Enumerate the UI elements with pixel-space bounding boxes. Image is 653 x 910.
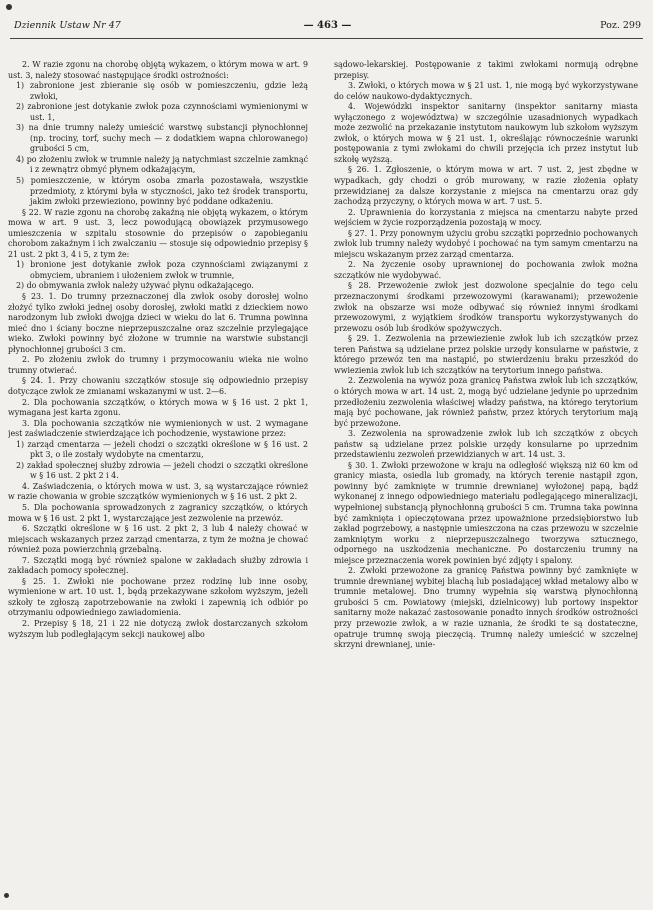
ink-spot (6, 4, 12, 10)
list-item: 2) zakład społecznej służby zdrowia — jeżeli chodzi o szczątki określone w § 16 ust. 2 pkt 2 i 4. (16, 460, 308, 481)
paragraph: 5. Dla pochowania sprowadzonych z zagranicy szczątków, o których mowa w § 16 ust. 2 pkt 1, wystarczające jest zezwolenie na przewóz. (8, 502, 308, 523)
paragraph: § 22. W razie zgonu na chorobę zakaźną nie objętą wykazem, o którym mowa w art. 9 ust. 3, lecz powodującą obowiązek przymusowego umieszczenia w szpitalu stosownie do przepisów o zapobieganiu chorobom zakaźnym i ich zwalczaniu — stosuje się odpowiednio przepisy § 21 ust. 2 pkt 3, 4 i 5, z tym że: (8, 207, 308, 259)
paragraph: 6. Szczątki określone w § 16 ust. 2 pkt 2, 3 lub 4 należy chować w miejscach wskazanych przez zarząd cmentarza, z tym że można je chować również poza powierzchnią grzebalną. (8, 524, 308, 555)
paragraph: § 29. 1. Zezwolenia na przewiezienie zwłok lub ich szczątków przez teren Państwa są udzielane przez polskie urzędy konsularne w państwie, z którego przewóz ten ma nastąpić, po stwierdzeniu braku przeszkód do wwiezienia zwłok lub ich szczątków na terytorium innego państwa. (334, 334, 638, 375)
paragraph: 7. Szczątki mogą być również spalone w zakładach służby zdrowia i zakładach pomocy społecznej. (8, 555, 308, 576)
journal-title: Dziennik Ustaw Nr 47 (14, 20, 121, 31)
position-number: Poz. 299 (600, 20, 641, 31)
paragraph: § 26. 1. Zgłoszenie, o którym mowa w art. 7 ust. 2, jest zbędne w wypadkach, gdy chodzi o grób murowany, w razie złożenia opłaty przewidzianej za dalsze korzystanie z miejsca na cmentarzu oraz gdy zachodzą przyczyny, o których mowa w art. 7 ust. 5. (334, 165, 638, 207)
paragraph: 2. Na życzenie osoby uprawnionej do pochowania zwłok można szczątków nie wydobywać. (334, 260, 638, 280)
paragraph: 4. Wojewódzki inspektor sanitarny (inspektor sanitarny miasta wyłączonego z województwa) w szczególnie uzasadnionych wypadkach może zezwolić na przekazanie instytutom naukowym lub szkołom wyższym zwłok, o których mowa w § 21 ust. 1, określając równocześnie warunki postępowania z tymi zwłokami do chwili przejęcia ich przez instytut lub szkołę wyższą. (334, 102, 638, 164)
paragraph: 4. Zaświadczenia, o których mowa w ust. 3, są wystarczające również w razie chowania w grobie szczątków wymienionych w § 16 ust. 2 pkt 2. (8, 481, 308, 502)
paragraph: 2. Po złożeniu zwłok do trumny i przymocowaniu wieka nie wolno trumny otwierać. (8, 355, 308, 375)
header-rule (10, 38, 643, 39)
paragraph: 3. Dla pochowania szczątków nie wymienionych w ust. 2 wymagane jest zaświadczenie stwierdzające ich pochodzenie, wystawione przez: (8, 418, 308, 439)
paragraph: § 28. Przewożenie zwłok jest dozwolone specjalnie do tego celu przeznaczonymi środkami przewozowymi (karawanami); przewożenie zwłok na obszarze wsi może odbywać się również innymi środkami przewozowymi, z wyjątkiem środków transportu wykorzystywanych do przewozu osób lub środków spożywczych. (334, 281, 638, 333)
paragraph: 3. Zwłoki, o których mowa w § 21 ust. 1, nie mogą być wykorzystywane do celów naukowo-dydaktycznych. (334, 81, 638, 101)
page-number: — 463 — (303, 20, 352, 31)
list-item: 3) na dnie trumny należy umieścić warstwę substancji płynochłonnej (np. trociny, torf, suchy mech — z dodatkiem wapna chlorowanego) grubości 5 cm, (16, 123, 308, 154)
list-item: 1) zabronione jest zbieranie się osób w pomieszczeniu, gdzie leżą zwłoki, (16, 81, 308, 101)
list-item: 2) zabronione jest dotykanie zwłok poza czynnościami wymienionymi w ust. 1, (16, 102, 308, 122)
paragraph: § 27. 1. Przy ponownym użyciu grobu szczątki poprzednio pochowanych zwłok lub trumny należy wydobyć i pochować na tym samym cmentarzu na miejscu wskazanym przez zarząd cmentarza. (334, 228, 638, 259)
right-column (334, 60, 638, 900)
list-item: 1) bronione jest dotykanie zwłok poza czynnościami związanymi z obmyciem, ubraniem i ułożeniem zwłok w trumnie, (16, 260, 308, 280)
paragraph: § 30. 1. Zwłoki przewożone w kraju na odległość większą niż 60 km od granicy miasta, osiedla lub gromady, na których terenie nastąpił zgon, powinny być zamknięte w trumnie drewnianej wyłożonej papą, bądź wykonanej z innego odpowiedniego materiału podlegającego mineralizacji, wypełnionej substancją płynochłonną grubości 5 cm. Trumna taka powinna być zamknięta i opieczętowana przez upoważnione przedsiębiorstwo lub zakład pogrzebowy, a następnie umieszczona na czas przewozu w szczelnie zamkniętym worku z nieprzepuszczalnego tworzywa sztucznego, odpornego na uszkodzenia mechaniczne. Po dostarczeniu trumny na miejsce przeznaczenia worek powinien być zdjęty i spalony. (334, 460, 638, 565)
paragraph: 2. Zezwolenia na wywóz poza granicę Państwa zwłok lub ich szczątków, o których mowa w art. 14 ust. 2, mogą być udzielane jedynie po uprzednim przedłożeniu zezwolenia właściwej władzy państwa, na którego terytorium mają być pochowane, jak również państw, przez których terytorium mają być przewożone. (334, 376, 638, 428)
paragraph: 3. Zezwolenia na sprowadzenie zwłok lub ich szczątków z obcych państw są udzielane przez polskie urzędy konsularne po uprzednim przedstawieniu zezwoleń przewidzianych w art. 14 ust. 3. (334, 429, 638, 460)
paragraph: 2. W razie zgonu na chorobę objętą wykazem, o którym mowa w art. 9 ust. 3, należy stosować następujące środki ostrożności: (8, 60, 308, 80)
list-item: 2) do obmywania zwłok należy używać płynu odkażającego. (16, 281, 254, 291)
paragraph: 2. Zwłoki przewożone za granicę Państwa powinny być zamknięte w trumnie drewnianej wybitej blachą lub posiadającej wkład metalowy albo w trumnie metalowej. Dno trumny wypełnia się warstwą płynochłonną grubości 5 cm. Powiatowy (miejski, dzielnicowy) lub portowy inspektor sanitarny może nakazać zastosowanie ponadto innych środków ostrożności przy przewozie zwłok, a w razie uznania, że środki te są dostateczne, opatruje trumnę swoją pieczęcią. Trumnę należy umieścić w szczelnej skrzyni drewnianej, unie- (334, 566, 638, 650)
paragraph: sądowo-lekarskiej. Postępowanie z takimi zwłokami normują odrębne przepisy. (334, 60, 638, 80)
left-column (8, 60, 308, 900)
list-item: 5) pomieszczenie, w którym osoba zmarła pozostawała, wszystkie przedmioty, z którymi była w styczności, jako też środek transportu, jakim zwłoki przewieziono, powinny być poddane odkażeniu. (16, 176, 308, 207)
list-item: 1) zarząd cmentarza — jeżeli chodzi o szczątki określone w § 16 ust. 2 pkt 3, o ile zostały wydobyte na cmentarzu, (16, 439, 308, 460)
paragraph: 2. Przepisy § 18, 21 i 22 nie dotyczą zwłok dostarczanych szkołom wyższym lub podległającym sekcji naukowej albo (8, 618, 308, 639)
paragraph: 2. Uprawnienia do korzystania z miejsca na cmentarzu nabyte przed wejściem w życie rozporządzenia pozostają w mocy. (334, 207, 638, 228)
ink-spot (4, 893, 9, 898)
page-header (14, 20, 641, 36)
paragraph: § 25. 1. Zwłoki nie pochowane przez rodzinę lub inne osoby, wymienione w art. 10 ust. 1, będą przekazywane szkołom wyższym, jeżeli szkoły te zgłoszą zapotrzebowanie na zwłoki i zapewnią ich odbiór po otrzymaniu odpowiedniego zawiadomienia. (8, 576, 308, 618)
paragraph: § 24. 1. Przy chowaniu szczątków stosuje się odpowiednio przepisy dotyczące zwłok ze zmianami wskazanymi w ust. 2—6. (8, 376, 308, 396)
paragraph: 2. Dla pochowania szczątków, o których mowa w § 16 ust. 2 pkt 1, wymagana jest karta zgonu. (8, 397, 308, 418)
paragraph: § 23. 1. Do trumny przeznaczonej dla zwłok osoby dorosłej wolno złożyć tylko zwłoki jednej osoby dorosłej, zwłoki matki z dzieckiem nowo narodzonym lub zwłoki dwojga dzieci w wieku do lat 6. Trumna powinna mieć dno i ściany boczne nieprzepuszczalne oraz szczelnie przylegające wieko. Zwłoki powinny być złożone w trumnie na warstwie substancji płynochłonnej grubości 3 cm. (8, 292, 308, 354)
list-item: 4) po złożeniu zwłok w trumnie należy ją natychmiast szczelnie zamknąć i z zewnątrz obmyć płynem odkażającym, (16, 154, 308, 175)
